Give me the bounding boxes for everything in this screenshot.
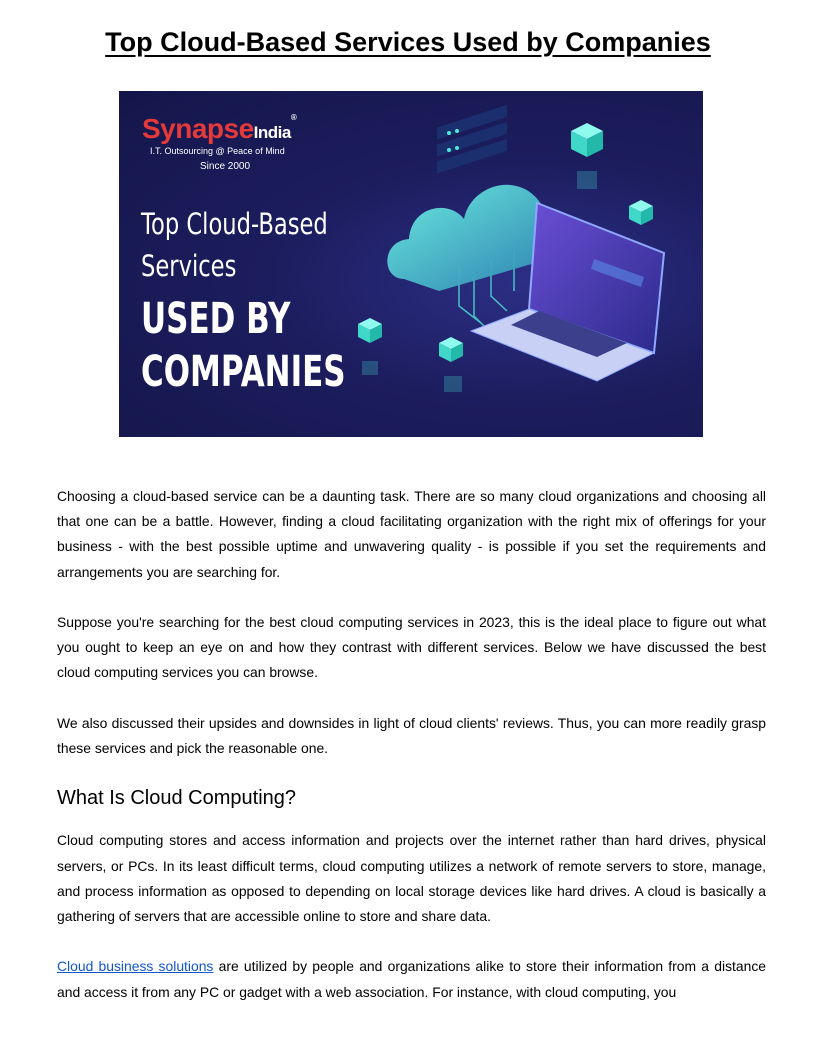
brand-suffix: India	[253, 123, 291, 142]
banner-heading-line1: Top Cloud-Based	[141, 207, 328, 241]
intro-paragraph-1: Choosing a cloud-based service can be a daunting task. There are so many cloud organizations and choosing all that one can be a battle. However, finding a cloud facilitating organization with the right mix of offerings for your business - with the best possible uptime and unwavering quality - is possible if you set the requirements and arrangements you are searching for.	[57, 488, 766, 580]
page-title: Top Cloud-Based Services Used by Companies	[105, 27, 711, 57]
registered-mark: ®	[290, 113, 297, 122]
section-paragraph-2-text: are utilized by people and organizations alike to store their information from a distance and access it from any PC or gadget with a web association. For instance, with cloud computing, you	[57, 958, 766, 1000]
banner-heading-line3: USED BY	[141, 294, 291, 344]
hero-banner-image	[119, 91, 703, 437]
section-heading: What Is Cloud Computing?	[57, 787, 297, 810]
banner-heading-bottom	[141, 293, 346, 399]
intro-paragraph-2: Suppose you're searching for the best cloud computing services in 2023, this is the ideal place to figure out what you ought to keep an eye on and how they contrast with different services. Below we have discussed the best cloud computing services you can browse.	[57, 614, 766, 681]
banner-heading-top	[141, 203, 328, 287]
banner-heading-line4: COMPANIES	[141, 347, 346, 397]
synapseindia-logo	[142, 113, 296, 172]
section-paragraph-2	[57, 954, 766, 1004]
cloud-business-solutions-link[interactable]: Cloud business solutions	[57, 958, 214, 975]
section-paragraph-1: Cloud computing stores and access information and projects over the internet rather than hard drives, physical servers, or PCs. In its least difficult terms, cloud computing utilizes a network of remote servers to store, manage, and process information as opposed to depending on local storage devices like hard drives. A cloud is basically a gathering of servers that are accessible online to store and share data.	[57, 832, 766, 924]
banner-heading-line2: Services	[141, 249, 237, 283]
brand-tagline: I.T. Outsourcing @ Peace of Mind	[150, 146, 285, 156]
brand-name: Synapse	[142, 113, 254, 144]
brand-since: Since 2000	[200, 161, 251, 172]
intro-paragraph-3: We also discussed their upsides and downsides in light of cloud clients' reviews. Thus, you can more readily grasp these services and pick the reasonable one.	[57, 714, 766, 756]
article-body	[57, 484, 766, 1030]
